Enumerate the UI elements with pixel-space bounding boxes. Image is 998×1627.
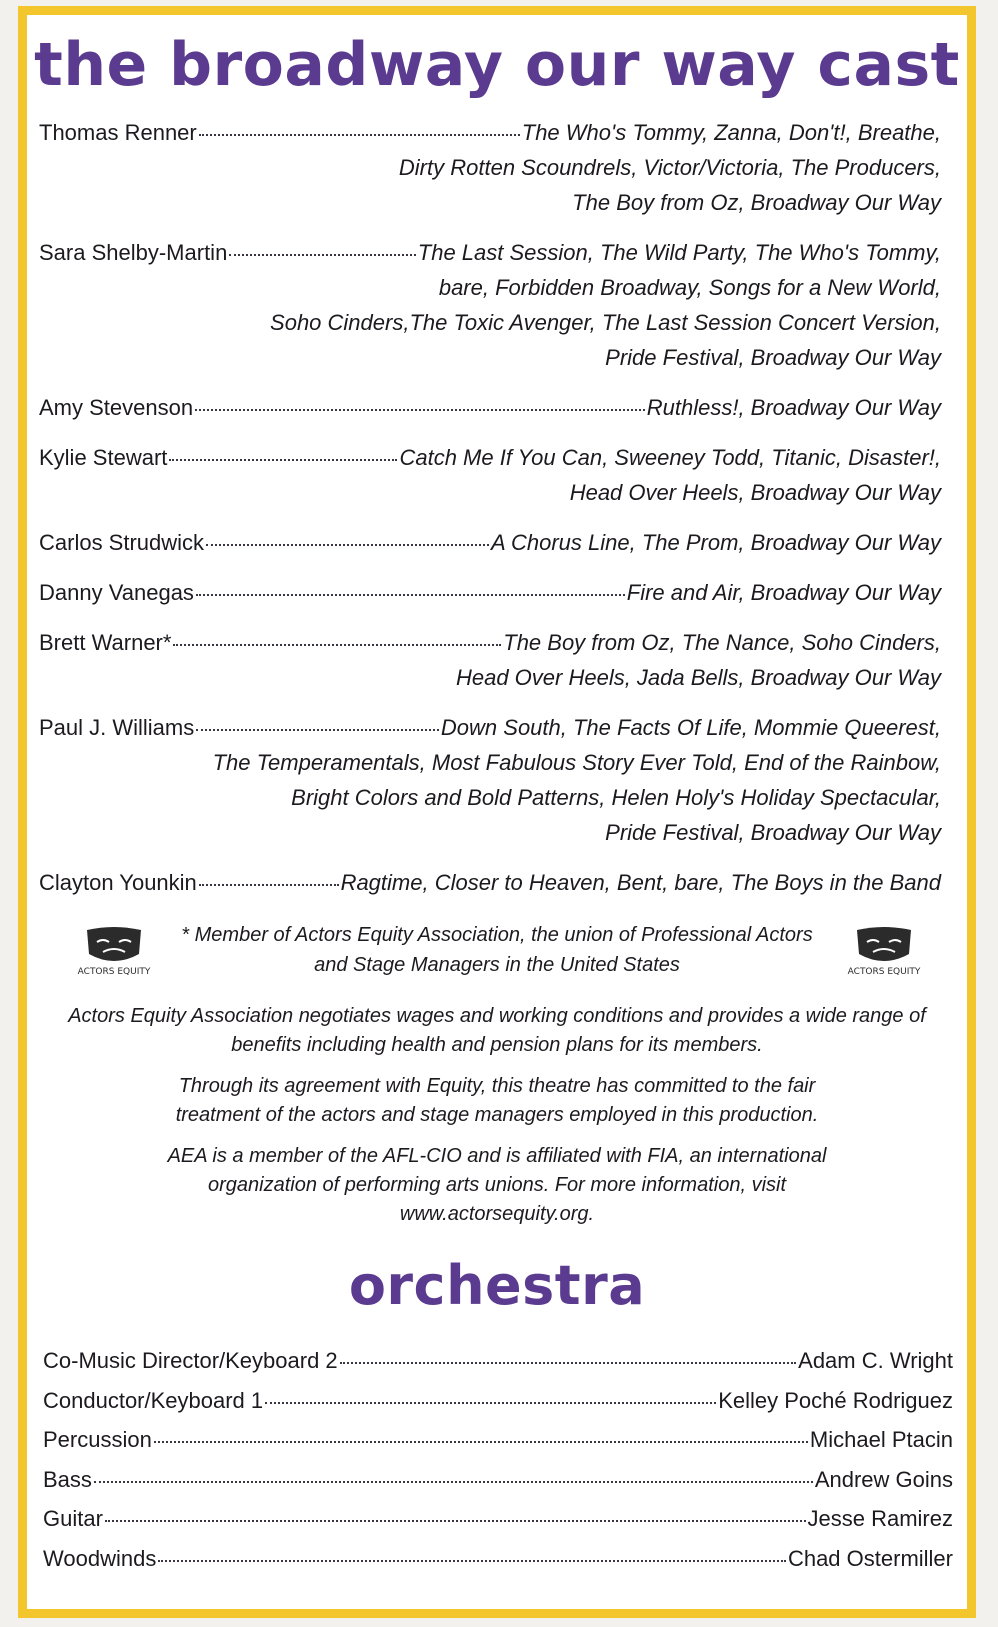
cast-credit-line: Pride Festival, Broadway Our Way (605, 345, 941, 370)
cast-title: the broadway our way cast (34, 30, 960, 100)
cast-entry (39, 115, 941, 220)
cast-credit-line: The Temperamentals, Most Fabulous Story Ever Told, End of the Rainbow, (212, 750, 941, 775)
orchestra-role: Co-Music Director/Keyboard 2 (43, 1348, 338, 1373)
dot-leader (195, 409, 645, 411)
cast-credit-line: Down South, The Facts Of Life, Mommie Queerest, (440, 715, 941, 740)
cast-entry-first-line (39, 390, 941, 425)
orchestra-player: Andrew Goins (814, 1466, 953, 1492)
cast-credit-line: Pride Festival, Broadway Our Way (605, 820, 941, 845)
cast-credit-line: Fire and Air, Broadway Our Way (626, 580, 941, 605)
cast-entry (39, 235, 941, 375)
cast-credit-line: Dirty Rotten Scoundrels, Victor/Victoria, The Producers, (398, 155, 941, 180)
cast-entry-first-line (39, 440, 941, 475)
dot-leader (196, 594, 625, 596)
orchestra-role: Percussion (43, 1427, 152, 1452)
equity-note-line-1: * Member of Actors Equity Association, the union of Professional Actors (181, 924, 813, 946)
dot-leader (169, 459, 397, 461)
cast-credit-line: The Boy from Oz, Broadway Our Way (572, 190, 941, 215)
cast-entry-first-line (39, 865, 941, 900)
cast-credit-line: bare, Forbidden Broadway, Songs for a New World, (438, 275, 941, 300)
cast-entry-first-line (39, 625, 941, 660)
equity-member-note (147, 920, 847, 980)
cast-credit-line: Ragtime, Closer to Heaven, Bent, bare, The Boys in the Band (340, 870, 941, 895)
dot-leader (206, 544, 489, 546)
cast-entry (39, 390, 941, 425)
orchestra-role: Bass (43, 1466, 92, 1492)
orchestra-row (43, 1539, 953, 1579)
orchestra-row (43, 1499, 953, 1539)
orchestra-list (43, 1341, 953, 1578)
orchestra-player: Chad Ostermiller (787, 1545, 953, 1571)
orchestra-row (43, 1460, 953, 1500)
cast-credit-line: Catch Me If You Can, Sweeney Todd, Titanic, Disaster!, (399, 445, 941, 470)
equity-note-block (27, 920, 967, 990)
cast-entry (39, 710, 941, 850)
cast-member-name: Sara Shelby-Martin (39, 240, 228, 265)
cast-credit-line: The Boy from Oz, The Nance, Soho Cinders, (503, 630, 941, 655)
dot-leader (94, 1481, 813, 1483)
cast-entry-first-line (39, 525, 941, 560)
actors-equity-logo-icon (77, 924, 151, 988)
program-page (18, 6, 976, 1618)
cast-entry-first-line (39, 575, 941, 610)
cast-credit-line: A Chorus Line, The Prom, Broadway Our Way (491, 530, 941, 555)
cast-member-name: Paul J. Williams (39, 715, 195, 740)
orchestra-role: Conductor/Keyboard 1 (43, 1387, 264, 1413)
logo-text-right: ACTORS EQUITY (847, 967, 921, 977)
cast-list (39, 115, 941, 900)
cast-entry-first-line (39, 235, 941, 270)
actors-equity-logo-icon (847, 924, 921, 988)
dot-leader (265, 1402, 716, 1404)
dot-leader (158, 1560, 786, 1562)
dot-leader (154, 1441, 808, 1443)
equity-note-line-2: and Stage Managers in the United States (314, 954, 680, 976)
dot-leader (196, 729, 439, 731)
cast-member-name: Carlos Strudwick (39, 530, 205, 555)
dot-leader (105, 1520, 806, 1522)
cast-member-name: Clayton Younkin (39, 870, 197, 895)
cast-credit-line: Bright Colors and Bold Patterns, Helen Holy's Holiday Spectacular, (291, 785, 941, 810)
cast-entry-first-line (39, 115, 941, 150)
orchestra-player: Adam C. Wright (798, 1348, 953, 1373)
dot-leader (340, 1362, 796, 1364)
cast-entry (39, 575, 941, 610)
cast-credit-line: The Who's Tommy, Zanna, Don't!, Breathe, (521, 120, 941, 145)
cast-member-name: Danny Vanegas (39, 580, 194, 605)
cast-credit-line: The Last Session, The Wild Party, The Who's Tommy, (417, 240, 941, 265)
orchestra-row (43, 1420, 953, 1460)
orchestra-row (43, 1381, 953, 1421)
cast-entry (39, 865, 941, 900)
cast-member-name: Brett Warner* (39, 630, 172, 655)
cast-credit-line: Head Over Heels, Broadway Our Way (569, 480, 941, 505)
equity-paragraph-wages: Actors Equity Association negotiates wages and working conditions and provides a wide range of benefits including health and pension plans for its members. (68, 1005, 926, 1056)
dot-leader (229, 254, 415, 256)
orchestra-role: Guitar (43, 1506, 103, 1531)
cast-credit-line: Ruthless!, Broadway Our Way (646, 395, 941, 420)
dot-leader (199, 884, 339, 886)
cast-entry (39, 625, 941, 695)
orchestra-title: orchestra (348, 1254, 646, 1317)
dot-leader (199, 134, 520, 136)
orchestra-role: Woodwinds (43, 1545, 157, 1571)
cast-member-name: Kylie Stewart (39, 445, 168, 470)
cast-credit-line: Head Over Heels, Jada Bells, Broadway Our Way (455, 665, 941, 690)
cast-entry (39, 525, 941, 560)
orchestra-player: Michael Ptacin (809, 1427, 953, 1452)
cast-member-name: Thomas Renner (39, 120, 197, 145)
equity-paragraph-agreement: Through its agreement with Equity, this theatre has committed to the fair treatment of the actors and stage managers employed in this production. (175, 1075, 819, 1126)
cast-credit-line: Soho Cinders,The Toxic Avenger, The Last Session Concert Version, (270, 310, 941, 335)
cast-entry (39, 440, 941, 510)
orchestra-player: Jesse Ramirez (807, 1506, 953, 1531)
cast-member-name: Amy Stevenson (39, 395, 194, 420)
equity-paragraph-aea: AEA is a member of the AFL-CIO and is affiliated with FIA, an international organization of performing arts unions. For more information, visit www.actorsequity.org. (167, 1145, 827, 1225)
orchestra-row (43, 1341, 953, 1381)
dot-leader (173, 644, 501, 646)
orchestra-player: Kelley Poché Rodriguez (718, 1387, 953, 1413)
logo-text-left: ACTORS EQUITY (77, 967, 151, 977)
cast-entry-first-line (39, 710, 941, 745)
